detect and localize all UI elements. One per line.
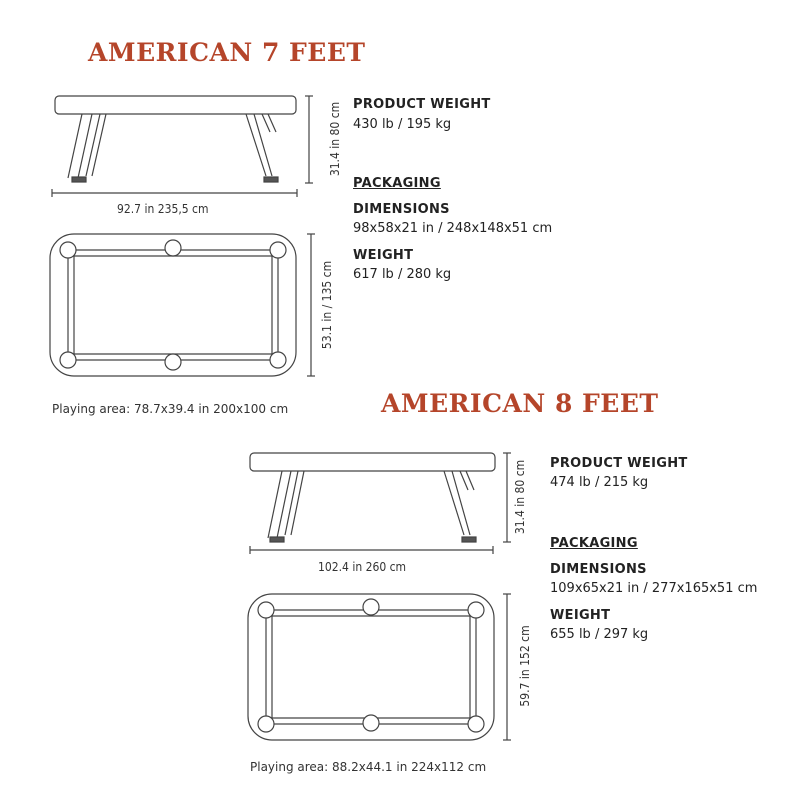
length-dim-8ft: 102.4 in 260 cm <box>318 560 407 574</box>
product-weight-label-7ft: PRODUCT WEIGHT <box>353 97 491 112</box>
weight-label-7ft: WEIGHT <box>353 248 414 263</box>
height-dim-7ft: 31.4 in 80 cm <box>328 101 342 177</box>
product-weight-7ft: 430 lb / 195 kg <box>353 117 452 132</box>
weight-7ft: 617 lb / 280 kg <box>353 267 452 282</box>
section-title-7ft: AMERICAN 7 FEET <box>88 38 366 67</box>
height-dim-8ft: 31.4 in 80 cm <box>513 459 527 535</box>
product-weight-8ft: 474 lb / 215 kg <box>550 475 649 490</box>
dimensions-label-8ft: DIMENSIONS <box>550 562 647 577</box>
packaging-label-7ft: PACKAGING <box>353 176 441 191</box>
playing-area-8ft: Playing area: 88.2x44.1 in 224x112 cm <box>250 760 487 774</box>
weight-8ft: 655 lb / 297 kg <box>550 627 649 642</box>
section-title-8ft: AMERICAN 8 FEET <box>381 389 659 418</box>
dimensions-8ft: 109x65x21 in / 277x165x51 cm <box>550 581 758 596</box>
dimensions-7ft: 98x58x21 in / 248x148x51 cm <box>353 221 553 236</box>
width-dim-8ft: 59.7 in 152 cm <box>518 625 532 707</box>
width-dim-7ft: 53.1 in / 135 cm <box>320 260 334 350</box>
length-dim-7ft: 92.7 in 235,5 cm <box>117 202 209 216</box>
dimensions-label-7ft: DIMENSIONS <box>353 202 450 217</box>
weight-label-8ft: WEIGHT <box>550 608 611 623</box>
product-weight-label-8ft: PRODUCT WEIGHT <box>550 456 688 471</box>
packaging-label-8ft: PACKAGING <box>550 536 638 551</box>
playing-area-7ft: Playing area: 78.7x39.4 in 200x100 cm <box>52 402 289 416</box>
